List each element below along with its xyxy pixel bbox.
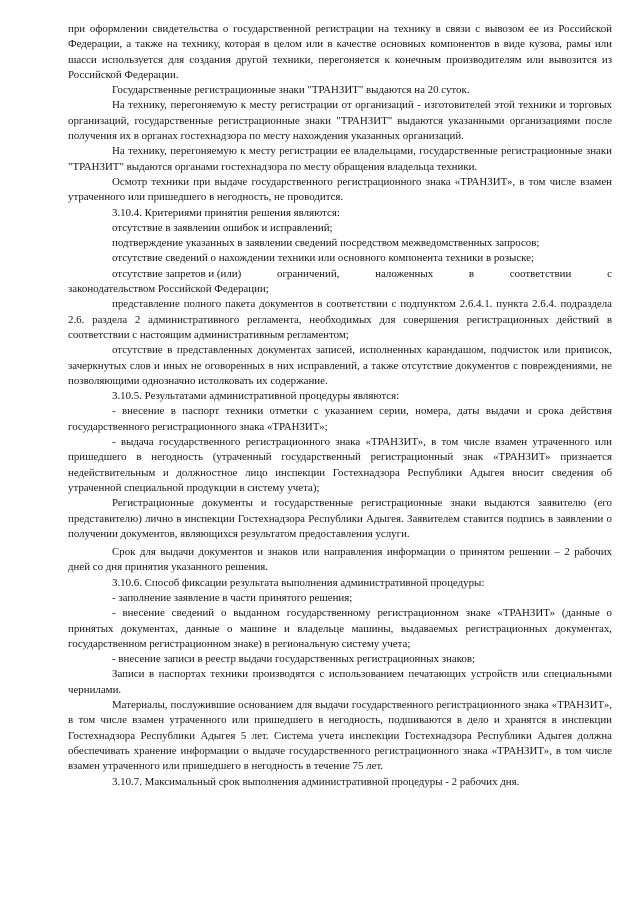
document-page (68, 22, 612, 790)
spread-word: отсутствие запретов и (или) (112, 267, 242, 280)
paragraph: при оформлении свидетельства о государственной регистрации на технику в связи с вывозом ее из Российской Федерации, а также на технику, которая в целом или в качестве основных компонентов в виде кузова, рамы или шасси используется для создания другой техники, перегоняется к конечным производителям или вывозится из Российской Федерации. (68, 23, 612, 81)
section-heading-3-10-6: 3.10.6. Способ фиксации результата выполнения административной процедуры: (112, 576, 485, 589)
spread-word: наложенных (375, 267, 434, 280)
criteria-item: представление полного пакета документов в соответствии с подпунктом 2.6.4.1. пункта 2.6.4. подраздела 2.6. раздела 2 административного регламента, необходимых для совершения регистрационных действий в соответствии с настоящим административным регламентом; (68, 298, 612, 341)
paragraph: Осмотр техники при выдаче государственного регистрационного знака «ТРАНЗИТ», в том числе взамен утраченного или пришедшего в негодность, не проводится. (68, 175, 612, 204)
result-item: - внесение в паспорт техники отметки с указанием серии, номера, даты выдачи и срока действия государственного регистрационного знака «ТРАНЗИТ»; (68, 405, 612, 433)
spread-word: в (468, 267, 475, 280)
section-heading-3-10-4: 3.10.4. Критериями принятия решения являются: (112, 206, 340, 219)
result-item: - выдача государственного регистрационного знака «ТРАНЗИТ», в том числе взамен утраченного или пришедшего в негодность (утраченный государственный регистрационный знак «ТРАНЗИТ» признается недействительным и должностное лицо инспекции Гостехнадзора Республики Адыгея вносит сведения об утраченной специальной продукции в систему учета); (68, 436, 612, 494)
paragraph: Срок для выдачи документов и знаков или направления информации о принятом решении – 2 рабочих дней со дня принятия указанного решения. (68, 546, 612, 574)
criteria-item: отсутствие в представленных документах записей, исполненных карандашом, подчисток или приписок, зачеркнутых слов и иных не оговоренных в них исправлений, а также отсутствие документов с повреждениями, не позволяющими однозначно истолковать их содержание. (68, 344, 612, 387)
criteria-item-continuation: законодательством Российской Федерации; (68, 283, 269, 296)
paragraph: На технику, перегоняемую к месту регистрации от организаций - изготовителей этой техники и торговых организаций, государственные регистрационные знаки "ТРАНЗИТ" выдаются указанными организациями после получения их в органах гостехнадзора по месту нахождения указанных организаций. (68, 99, 612, 143)
fixation-item: - внесение записи в реестр выдачи государственных регистрационных знаков; (112, 653, 476, 666)
spread-word: с (607, 267, 612, 280)
fixation-item: - внесение сведений о выданном государственному регистрационном знаке «ТРАНЗИТ» (данные о принятых документах, данные о машине и владельце машины, выдаваемых регистрационных документах, государственном регистрационном знаке) в региональную систему учета; (68, 607, 612, 650)
fixation-item: - заполнение заявление в части принятого решения; (112, 591, 353, 604)
paragraph: Государственные регистрационные знаки "ТРАНЗИТ" выдаются на 20 суток. (112, 84, 470, 97)
spread-word: ограничений, (277, 267, 340, 280)
criteria-item-spread-line (68, 267, 612, 282)
paragraph: На технику, перегоняемую к месту регистрации ее владельцами, государственные регистрационные знаки "ТРАНЗИТ" выдаются органами гостехнадзора по месту обращения владельца техники. (68, 145, 612, 173)
section-heading-3-10-5: 3.10.5. Результатами административной процедуры являются: (112, 390, 400, 403)
paragraph: Материалы, послужившие основанием для выдачи государственного регистрационного знака «ТРАНЗИТ», в том числе взамен утраченного или пришедшего в негодность, подшиваются в дело и хранятся в инспекции Гостехнадзора Республики Адыгея 5 лет. Система учета инспекции Гостехнадзора Республики Адыгея должна обеспечивать хранение информации о выдаче государственного регистрационного знака «ТРАНЗИТ», в том числе взамен утраченного или пришедшего в негодность в течение 75 лет. (68, 699, 612, 773)
paragraph: Записи в паспортах техники производятся с использованием печатающих устройств или специальными чернилами. (68, 668, 612, 696)
spread-word: соответствии (509, 267, 572, 280)
criteria-item: подтверждение указанных в заявлении сведений посредством межведомственных запросов; (112, 237, 540, 250)
section-heading-3-10-7: 3.10.7. Максимальный срок выполнения административной процедуры - 2 рабочих дня. (112, 775, 520, 788)
criteria-item: отсутствие сведений о нахождении техники или основного компонента техники в розыске; (112, 252, 535, 265)
paragraph: Регистрационные документы и государственные регистрационные знаки выдаются заявителю (его представителю) лично в инспекции Гостехнадзора Республики Адыгея. Заявителем ставится подпись в заявлении о получении документов, являющихся результатом предоставления услуги. (68, 497, 612, 540)
criteria-item: отсутствие в заявлении ошибок и исправлений; (112, 221, 333, 234)
